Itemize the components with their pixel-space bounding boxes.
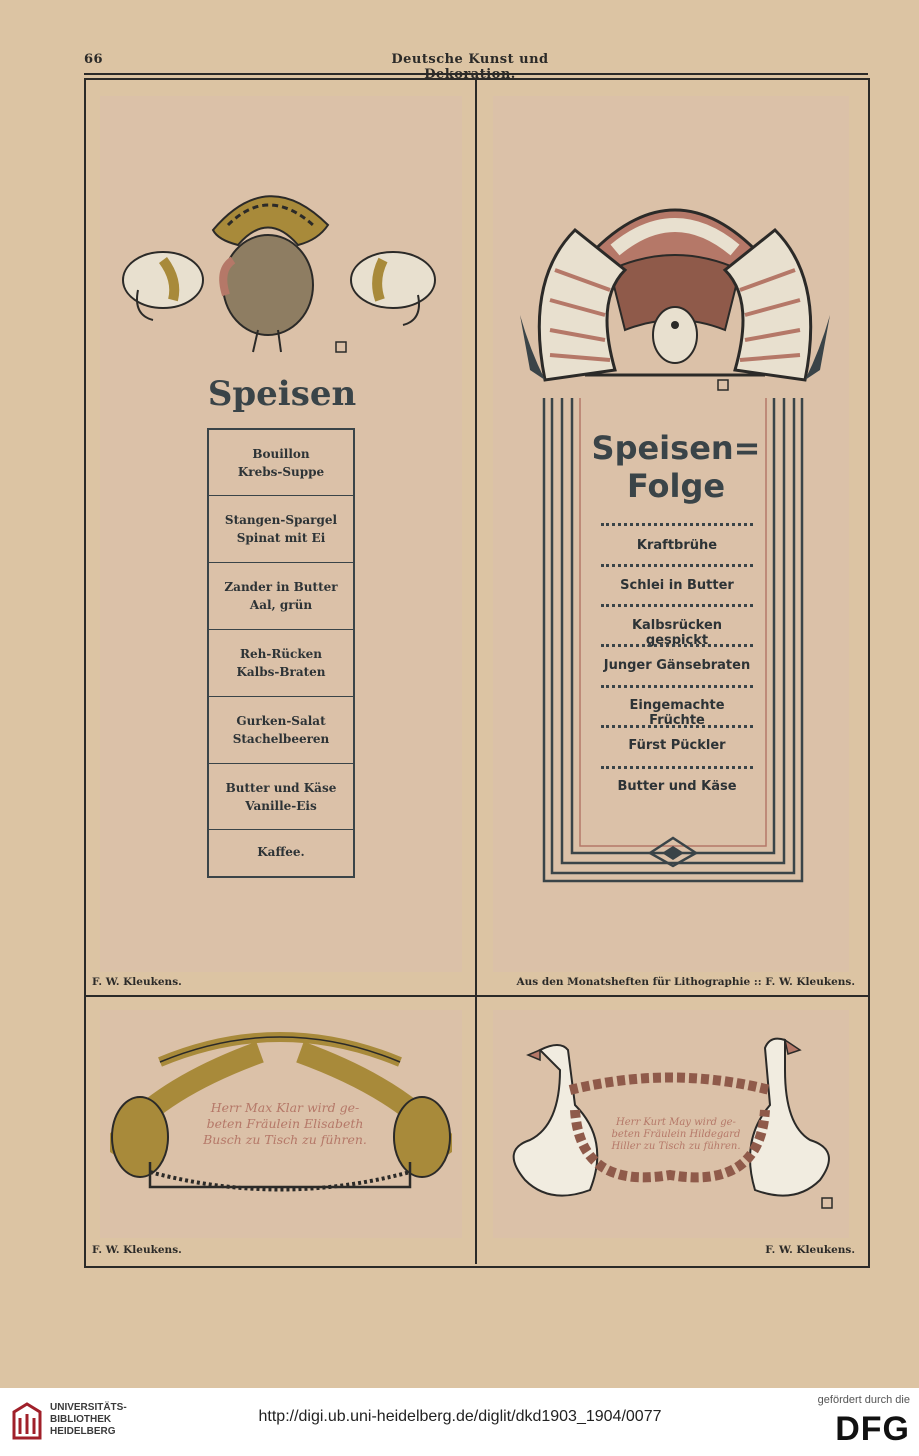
place-card-line: beten Fräulein Elisabeth bbox=[206, 1116, 364, 1131]
library-logo-icon bbox=[10, 1402, 44, 1442]
place-card-left-text bbox=[200, 1100, 370, 1148]
horizontal-divider bbox=[86, 995, 868, 997]
dotted-separator bbox=[601, 725, 753, 728]
course-cell bbox=[209, 496, 353, 563]
place-card-line: Herr Max Klar wird ge- bbox=[210, 1100, 360, 1115]
library-name-line: UNIVERSITÄTS- bbox=[50, 1402, 127, 1413]
course-line: Spinat mit Ei bbox=[236, 531, 326, 545]
header-rule bbox=[84, 73, 868, 75]
turkey-crest-illustration bbox=[515, 180, 835, 410]
course-cell bbox=[209, 697, 353, 764]
vertical-divider bbox=[475, 78, 477, 1264]
right-course-item: Eingemachte Früchte bbox=[629, 698, 725, 728]
course-line: Gurken-Salat bbox=[236, 714, 326, 728]
right-course-item: Butter und Käse bbox=[617, 779, 737, 794]
place-card-left-caption: F. W. Kleukens. bbox=[92, 1244, 182, 1256]
library-name bbox=[50, 1402, 127, 1438]
dotted-separator bbox=[601, 523, 753, 526]
course-line: Kalbs-Braten bbox=[236, 665, 326, 679]
course-line: Krebs-Suppe bbox=[237, 464, 325, 479]
right-course-item: Kalbsrücken gespickt bbox=[631, 618, 723, 648]
running-title: Deutsche Kunst und Dekoration. bbox=[391, 52, 549, 82]
place-card-line: Busch zu Tisch zu führen. bbox=[203, 1132, 367, 1147]
right-course-item: Junger Gänsebraten bbox=[603, 658, 751, 673]
monogram-icon bbox=[336, 342, 346, 352]
dotted-separator bbox=[601, 644, 753, 647]
course-line: Stangen-Spargel bbox=[224, 513, 338, 527]
funding-label: gefördert durch die bbox=[817, 1394, 910, 1406]
library-name-line: HEIDELBERG bbox=[50, 1426, 116, 1437]
course-cell bbox=[209, 830, 353, 874]
monogram-icon bbox=[822, 1198, 832, 1208]
course-line: Vanille-Eis bbox=[245, 798, 317, 813]
right-course-item: Schlei in Butter bbox=[620, 578, 734, 593]
turkeys-illustration bbox=[118, 170, 448, 360]
dotted-separator bbox=[601, 685, 753, 688]
left-menu-course-list bbox=[207, 428, 355, 878]
digitization-footer bbox=[0, 1388, 919, 1456]
right-menu-title-line1: Speisen= bbox=[591, 429, 761, 467]
dotted-separator bbox=[601, 564, 753, 567]
right-menu-title-line2: Folge bbox=[626, 467, 726, 505]
place-card-right-caption: F. W. Kleukens. bbox=[765, 1244, 855, 1256]
library-name-line: BIBLIOTHEK bbox=[50, 1414, 112, 1425]
right-menu-caption: Aus den Monatsheften für Lithographie :: F. W. Kleukens. bbox=[516, 976, 855, 988]
course-line: Butter und Käse bbox=[225, 780, 337, 795]
dotted-separator bbox=[601, 604, 753, 607]
course-line: Bouillon bbox=[252, 446, 310, 461]
dotted-separator bbox=[601, 766, 753, 769]
left-menu-caption: F. W. Kleukens. bbox=[92, 976, 182, 988]
place-card-right-text bbox=[606, 1117, 746, 1153]
right-course-item: Kraftbrühe bbox=[636, 538, 718, 553]
course-line: Zander in Butter bbox=[224, 580, 338, 594]
page-number: 66 bbox=[84, 52, 104, 67]
course-cell bbox=[209, 430, 353, 496]
course-line: Reh-Rücken bbox=[240, 647, 322, 661]
course-line: Stachelbeeren bbox=[232, 732, 330, 746]
left-menu-title: Speisen bbox=[207, 374, 357, 414]
place-card-line: beten Fräulein Hildegard bbox=[611, 1129, 741, 1140]
monogram-icon bbox=[718, 380, 728, 390]
permalink-url[interactable]: http://digi.ub.uni-heidelberg.de/diglit/dkd1903_1904/0077 bbox=[258, 1408, 662, 1425]
course-cell bbox=[209, 563, 353, 630]
place-card-line: Hiller zu Tisch zu führen. bbox=[611, 1141, 741, 1152]
course-line: Aal, grün bbox=[249, 598, 313, 612]
course-cell bbox=[209, 630, 353, 697]
right-course-item: Fürst Pückler bbox=[628, 738, 726, 753]
course-cell bbox=[209, 764, 353, 830]
dfg-logo: DFG bbox=[835, 1410, 910, 1448]
place-card-line: Herr Kurt May wird ge- bbox=[616, 1117, 736, 1128]
course-line: Kaffee. bbox=[257, 845, 305, 859]
